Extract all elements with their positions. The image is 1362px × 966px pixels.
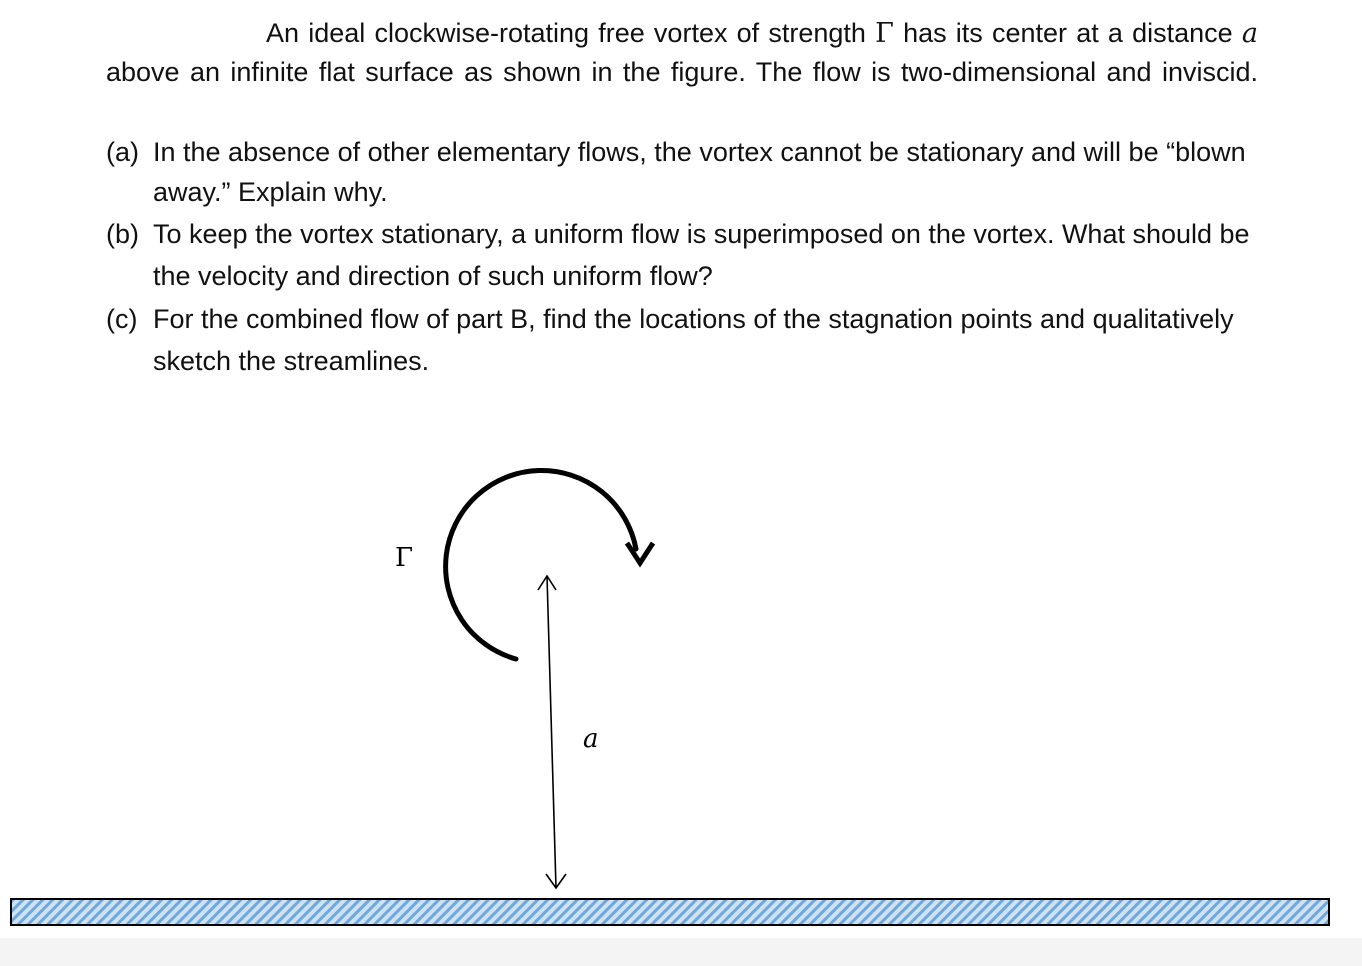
gamma-symbol: Γ [875, 18, 894, 49]
distance-symbol: a [1241, 18, 1258, 49]
part-c-label: (c) [106, 304, 138, 334]
part-a-label: (a) [106, 137, 139, 167]
part-b-text: To keep the vortex stationary, a uniform flow is superimposed on the vortex. What should be the velocity and direction of such uniform flow? [153, 219, 1250, 291]
intro-text-2: has its center at a distance [903, 18, 1233, 48]
page-bottom-margin [0, 938, 1362, 966]
intro-text-3: above an infinite flat surface as shown in the figure. The flow is two-dimensional and inviscid. [106, 57, 1258, 87]
vortex-circulation-arc [446, 470, 636, 659]
part-c-text: For the combined flow of part B, find the locations of the stagnation points and qualitatively sketch the streamlines. [153, 304, 1234, 376]
part-b-label: (b) [106, 219, 139, 249]
part-a-text: In the absence of other elementary flows, the vortex cannot be stationary and will be “blown away.” Explain why. [153, 137, 1246, 207]
intro-text-1: An ideal clockwise-rotating free vortex of strength [266, 18, 866, 48]
flat-surface-wall [11, 899, 1329, 925]
figure-distance-label: a [583, 724, 599, 754]
distance-dimension-line [547, 576, 556, 888]
figure-gamma-label: Γ [395, 543, 414, 573]
vortex-arrowhead-icon [627, 543, 653, 563]
